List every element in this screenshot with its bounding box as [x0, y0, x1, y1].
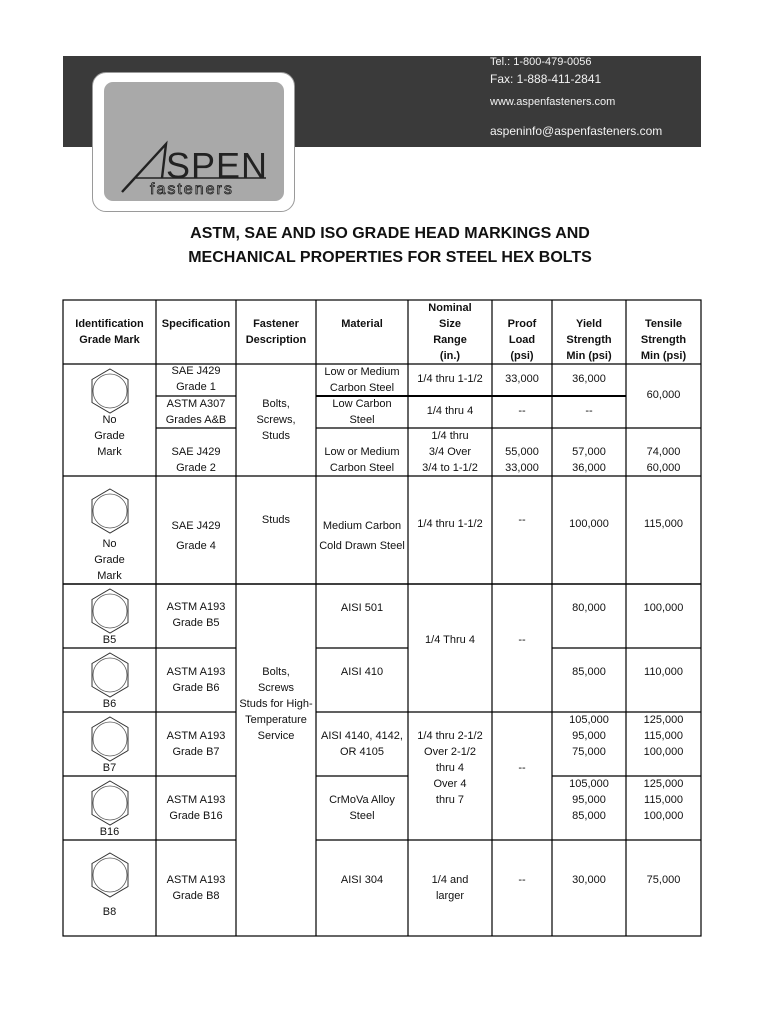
- grade-mark-label-line: Grade: [94, 554, 125, 566]
- fastener-cell-line: Screws: [257, 682, 295, 694]
- grade-mark-label: [63, 536, 156, 584]
- spec-cell: [156, 444, 236, 476]
- proof-cell: [492, 760, 552, 776]
- grade-mark-label: [63, 632, 156, 648]
- header-nominal-size-line: Range: [433, 334, 467, 346]
- fastener-cell: [236, 664, 316, 744]
- size-cell-line: 3/4 Over: [428, 446, 472, 458]
- grade-mark-label: [63, 412, 156, 460]
- tensile-cell-line: 75,000: [646, 874, 681, 886]
- header-material-line: Material: [341, 318, 383, 330]
- header-nominal-size: [408, 300, 492, 364]
- grade-mark-label-line: B16: [99, 826, 120, 838]
- header-tel: Tel.: 1-800-479-0056: [490, 56, 592, 68]
- yield-cell-line: 57,000: [572, 446, 606, 458]
- fastener-cell-line: Service: [257, 730, 295, 742]
- yield-cell: [552, 712, 626, 760]
- material-cell-line: Low Carbon: [332, 398, 392, 410]
- header-tensile-strength-line: Strength: [640, 334, 687, 346]
- proof-cell-line: --: [518, 405, 526, 417]
- proof-cell-line: --: [518, 874, 526, 886]
- yield-cell: [552, 776, 626, 824]
- tensile-cell-line: 110,000: [644, 666, 683, 678]
- proof-cell: [492, 371, 552, 387]
- size-cell: [408, 403, 492, 419]
- spec-cell: [156, 792, 236, 824]
- grade-mark-label-line: B6: [102, 698, 117, 710]
- proof-cell-line: 33,000: [505, 462, 539, 474]
- material-cell-line: Low or Medium: [324, 366, 400, 378]
- yield-cell-line: 85,000: [572, 666, 606, 678]
- material-cell-line: AISI 4140, 4142,: [321, 730, 403, 742]
- fastener-cell-line: Bolts,: [262, 666, 290, 678]
- yield-cell: [552, 600, 626, 616]
- proof-cell-line: --: [518, 762, 526, 774]
- hex-head-icon: [88, 651, 132, 699]
- tensile-cell-line: 125,000: [643, 714, 684, 726]
- spec-cell-line: ASTM A193: [166, 874, 226, 886]
- spec-cell-line: SAE J429: [171, 365, 221, 377]
- size-cell: [408, 728, 492, 808]
- size-cell-line: 1/4 thru: [431, 430, 469, 442]
- header-email[interactable]: aspeninfo@aspenfasteners.com: [490, 124, 663, 138]
- material-cell: [316, 728, 408, 760]
- material-cell-line: AISI 304: [340, 874, 384, 886]
- tensile-cell: [626, 712, 701, 760]
- proof-cell: [492, 444, 552, 476]
- yield-cell-line: 80,000: [572, 602, 606, 614]
- tensile-cell-line: 74,000: [646, 446, 681, 458]
- size-cell-line: Over 2-1/2: [424, 746, 476, 758]
- spec-cell-line: Grade B16: [169, 810, 223, 822]
- spec-cell-line: SAE J429: [171, 520, 221, 532]
- fastener-cell-line: Screws,: [256, 414, 296, 426]
- material-cell-line: Cold Drawn Steel: [319, 540, 405, 552]
- spec-cell-line: Grade 4: [176, 540, 216, 552]
- tensile-cell-line: 100,000: [643, 602, 684, 614]
- header-website[interactable]: www.aspenfasteners.com: [490, 96, 616, 108]
- yield-cell-line: 100,000: [569, 518, 609, 530]
- header-yield-strength-line: Yield: [576, 318, 602, 330]
- spec-cell-line: ASTM A193: [166, 666, 226, 678]
- size-cell: [408, 428, 492, 476]
- logo-main-text: SPEN: [166, 145, 269, 186]
- header-fax: Fax: 1-888-411-2841: [490, 72, 602, 86]
- spec-cell-line: ASTM A193: [166, 794, 226, 806]
- grade-mark-label: [63, 904, 156, 920]
- material-cell-line: CrMoVa Alloy: [329, 794, 395, 806]
- spec-cell-line: Grade B7: [172, 746, 220, 758]
- tensile-cell-line: 115,000: [644, 518, 683, 530]
- header-proof-load-line: (psi): [510, 350, 534, 362]
- size-cell: [408, 516, 492, 532]
- hex-head-icon: [88, 587, 132, 635]
- grade-mark-label: [63, 760, 156, 776]
- material-cell: [316, 872, 408, 888]
- material-cell-line: Low or Medium: [324, 446, 400, 458]
- spec-cell: [156, 516, 236, 556]
- yield-cell-line: 95,000: [572, 794, 606, 806]
- tensile-cell-line: 60,000: [646, 462, 681, 474]
- grade-mark-label-line: B8: [102, 906, 117, 918]
- material-cell: [316, 396, 408, 428]
- yield-cell-line: 105,000: [569, 778, 609, 790]
- proof-cell: [492, 872, 552, 888]
- spec-cell-line: Grade 1: [176, 381, 216, 393]
- size-cell-line: 1/4 thru 1-1/2: [417, 518, 483, 530]
- fastener-cell: [236, 512, 316, 528]
- size-cell-line: Over 4: [433, 778, 467, 790]
- size-cell-line: 1/4 thru 2-1/2: [417, 730, 483, 742]
- header-tensile-strength-line: Min (psi): [640, 350, 687, 362]
- header-fastener-description: [236, 316, 316, 348]
- spec-cell: [156, 396, 236, 428]
- yield-cell-line: 75,000: [572, 746, 606, 758]
- tensile-cell: [626, 664, 701, 680]
- fastener-cell: [236, 396, 316, 444]
- material-cell-line: Steel: [349, 810, 375, 822]
- proof-cell-line: 33,000: [505, 373, 539, 385]
- spec-cell-line: ASTM A193: [166, 601, 226, 613]
- fastener-cell-line: Studs: [261, 514, 291, 526]
- spec-cell-line: Grade B8: [172, 890, 220, 902]
- header-fastener-description-line: Fastener: [253, 318, 299, 330]
- yield-cell-line: --: [585, 405, 593, 417]
- header-nominal-size-line: Nominal: [428, 302, 472, 314]
- proof-cell: [492, 403, 552, 419]
- header-grade-mark-line: Grade Mark: [79, 334, 140, 346]
- fastener-cell-line: Studs: [261, 430, 291, 442]
- header-grade-mark-line: Identification: [75, 318, 144, 330]
- material-cell-line: Medium Carbon: [322, 520, 402, 532]
- yield-cell-line: 105,000: [569, 714, 609, 726]
- logo-sub-text: fasteners: [150, 181, 234, 198]
- tensile-cell-line: 100,000: [643, 746, 684, 758]
- header-specification-line: Specification: [161, 318, 231, 330]
- tensile-cell: [626, 516, 701, 532]
- header-tensile-strength-line: Tensile: [644, 318, 683, 330]
- tensile-cell-line: 100,000: [643, 810, 684, 822]
- yield-cell: [552, 371, 626, 387]
- fastener-cell-line: Bolts,: [262, 398, 290, 410]
- spec-cell: [156, 363, 236, 395]
- spec-cell: [156, 728, 236, 760]
- fastener-cell-line: Studs for High-: [239, 698, 313, 710]
- spec-cell-line: SAE J429: [171, 446, 221, 458]
- proof-cell-line: --: [518, 634, 526, 646]
- grade-mark-label-line: Mark: [97, 570, 122, 582]
- header-yield-strength: [552, 316, 626, 364]
- material-cell: [316, 664, 408, 680]
- material-cell: [316, 516, 408, 556]
- size-cell-line: 1/4 Thru 4: [425, 634, 475, 646]
- tensile-cell-line: 60,000: [646, 389, 681, 401]
- grade-mark-label: [63, 824, 156, 840]
- proof-cell-line: --: [518, 514, 526, 526]
- tensile-cell: [626, 387, 701, 403]
- size-cell-line: thru 4: [435, 762, 465, 774]
- spec-cell: [156, 664, 236, 696]
- header-grade-mark: [63, 316, 156, 348]
- spec-cell-line: ASTM A193: [166, 730, 226, 742]
- material-cell-line: AISI 410: [340, 666, 384, 678]
- size-cell-line: 1/4 thru 4: [426, 405, 474, 417]
- header-fastener-description-line: Description: [245, 334, 307, 346]
- spec-cell-line: Grade B6: [172, 682, 220, 694]
- size-cell-line: larger: [435, 890, 465, 902]
- grade-mark-label-line: B7: [102, 762, 117, 774]
- material-cell-line: Carbon Steel: [329, 382, 395, 394]
- header-nominal-size-line: Size: [438, 318, 461, 330]
- tensile-cell: [626, 600, 701, 616]
- size-cell: [408, 632, 492, 648]
- yield-cell-line: 30,000: [572, 874, 606, 886]
- header-yield-strength-line: Min (psi): [566, 350, 612, 362]
- proof-cell-line: 55,000: [505, 446, 539, 458]
- proof-cell: [492, 632, 552, 648]
- tensile-cell-line: 115,000: [644, 730, 683, 742]
- grade-mark-label-line: No: [102, 538, 117, 550]
- yield-cell: [552, 403, 626, 419]
- spec-cell-line: Grade B5: [172, 617, 220, 629]
- spec-cell-line: Grades A&B: [165, 414, 227, 426]
- size-cell-line: 1/4 and: [431, 874, 469, 886]
- header-proof-load-line: Load: [508, 334, 536, 346]
- hex-head-icon: [88, 779, 132, 827]
- size-cell: [408, 872, 492, 904]
- grade-mark-label-line: B5: [102, 634, 117, 646]
- proof-cell: [492, 512, 552, 528]
- size-cell-line: thru 7: [435, 794, 465, 806]
- header-material: [316, 316, 408, 332]
- material-cell-line: OR 4105: [339, 746, 385, 758]
- header-tensile-strength: [626, 316, 701, 364]
- tensile-cell: [626, 872, 701, 888]
- yield-cell: [552, 872, 626, 888]
- size-cell-line: 3/4 to 1-1/2: [422, 462, 478, 474]
- material-cell: [316, 600, 408, 616]
- spec-cell-line: ASTM A307: [166, 398, 226, 410]
- hex-head-icon: [88, 715, 132, 763]
- spec-cell: [156, 872, 236, 904]
- spec-cell: [156, 599, 236, 631]
- header-yield-strength-line: Strength: [566, 334, 612, 346]
- fastener-cell-line: Temperature: [245, 714, 307, 726]
- yield-cell: [552, 516, 626, 532]
- hex-head-icon: [88, 367, 132, 415]
- yield-cell-line: 95,000: [572, 730, 606, 742]
- yield-cell: [552, 444, 626, 476]
- title-line-1: ASTM, SAE AND ISO GRADE HEAD MARKINGS AND: [190, 225, 590, 242]
- yield-cell-line: 36,000: [572, 462, 606, 474]
- yield-cell-line: 85,000: [572, 810, 606, 822]
- size-cell: [408, 371, 492, 387]
- header-specification: [156, 316, 236, 332]
- tensile-cell: [626, 444, 701, 476]
- material-cell: [316, 444, 408, 476]
- grade-mark-label: [63, 696, 156, 712]
- yield-cell-line: 36,000: [572, 373, 606, 385]
- material-cell-line: AISI 501: [340, 602, 384, 614]
- header-nominal-size-line: (in.): [439, 350, 461, 362]
- grade-mark-label-line: No: [102, 414, 117, 426]
- header-proof-load: [492, 316, 552, 364]
- hex-head-icon: [88, 851, 132, 899]
- tensile-cell: [626, 776, 701, 824]
- title-line-2: MECHANICAL PROPERTIES FOR STEEL HEX BOLTS: [188, 249, 592, 266]
- yield-cell: [552, 664, 626, 680]
- tensile-cell-line: 125,000: [643, 778, 684, 790]
- material-cell-line: Steel: [349, 414, 375, 426]
- header-proof-load-line: Proof: [507, 318, 537, 330]
- material-cell: [316, 364, 408, 396]
- tensile-cell-line: 115,000: [644, 794, 683, 806]
- grade-mark-label-line: Grade: [94, 430, 125, 442]
- material-cell: [316, 792, 408, 824]
- size-cell-line: 1/4 thru 1-1/2: [417, 373, 483, 385]
- spec-cell-line: Grade 2: [176, 462, 216, 474]
- material-cell-line: Carbon Steel: [329, 462, 395, 474]
- grade-mark-label-line: Mark: [97, 446, 122, 458]
- hex-head-icon: [88, 487, 132, 535]
